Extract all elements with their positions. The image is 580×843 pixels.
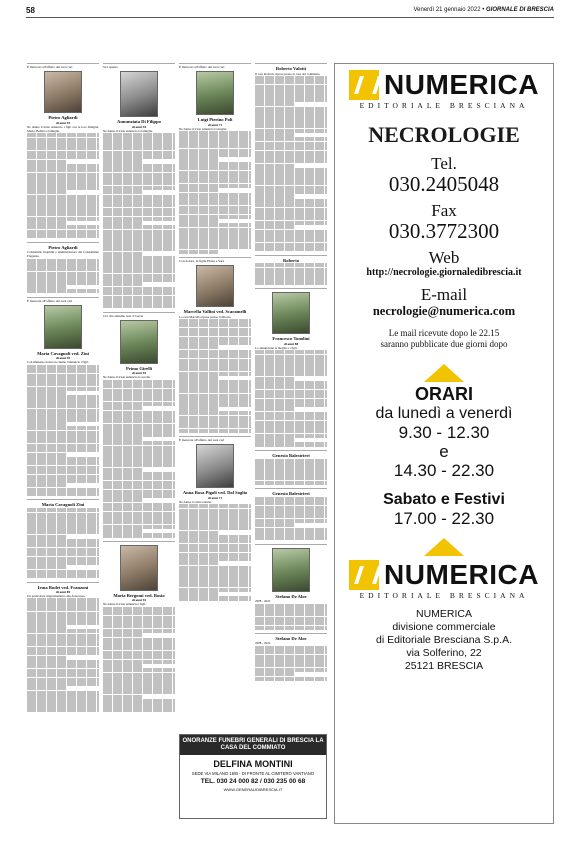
funeral-home-website: WWW.GENERALIDIBRESCIA.IT bbox=[223, 787, 283, 792]
deceased-photo bbox=[44, 305, 82, 349]
funeral-home-header: ONORANZE FUNEBRI GENERALI DI BRESCIA LA CASA DEL COMMIATO bbox=[180, 735, 326, 755]
deceased-photo bbox=[120, 320, 158, 364]
notice-text: Con immenso dolore ne danno l'annuncio i figli. bbox=[27, 360, 89, 365]
weekend-label: Sabato e Festivi bbox=[383, 491, 505, 508]
deceased-name: Irma Bodei ved. Franzoni bbox=[37, 584, 89, 590]
obituary-notice bbox=[27, 297, 99, 500]
notice-lead: Ciò che amiamo non ci lascia bbox=[103, 313, 144, 318]
text-line bbox=[255, 247, 327, 251]
deceased-name: Stefano De Aloe bbox=[275, 635, 307, 641]
page-dateline: Venerdì 21 gennaio 2022 • GIORNALE DI BRESCIA bbox=[413, 7, 554, 13]
notice-text: Ne danno il triste annuncio la moglie. bbox=[179, 126, 228, 131]
page-header bbox=[26, 4, 554, 18]
deceased-photo bbox=[120, 71, 158, 117]
footer-line-3: di Editoriale Bresciana S.p.A. bbox=[376, 634, 512, 646]
deceased-name: Maria Bergomi ved. Bosio bbox=[113, 592, 165, 598]
obituary-notice bbox=[255, 255, 327, 289]
mail-note-line-1: Le mail ricevute dopo le 22.15 bbox=[388, 328, 500, 338]
deceased-age: di anni 71 bbox=[207, 495, 223, 500]
text-line bbox=[103, 708, 175, 712]
numerica-subtitle: EDITORIALE BRESCIANA bbox=[359, 101, 529, 110]
deceased-name: Genesio Balestrieri bbox=[272, 452, 310, 458]
tel-label: Tel. bbox=[431, 154, 457, 173]
deceased-name: Genesio Balestrieri bbox=[272, 490, 310, 496]
text-line bbox=[27, 492, 99, 496]
obituary-notice bbox=[103, 63, 175, 312]
hours-title: ORARI bbox=[415, 384, 473, 404]
weekday-hours-afternoon: 14.30 - 22.30 bbox=[393, 461, 495, 480]
numerica-brand-bottom: NUMERICA bbox=[384, 559, 539, 590]
obituary-notice bbox=[255, 288, 327, 450]
notice-text: 2008 - 2022 bbox=[255, 599, 271, 604]
email-label: E-mail bbox=[420, 285, 468, 304]
text-line bbox=[179, 429, 251, 433]
text-line bbox=[179, 596, 251, 600]
deceased-age: di anni 89 bbox=[55, 590, 71, 594]
deceased-photo bbox=[196, 265, 234, 307]
notice-text: Ne danno il triste annuncio i figli. bbox=[103, 602, 147, 607]
obituary-notice bbox=[255, 633, 327, 684]
obituary-column-3 bbox=[179, 63, 251, 731]
notice-text: Ne danno il triste annuncio i figli con le loro famiglie, Maria, Bettina e famiglie. bbox=[27, 124, 99, 133]
notice-text: Ne danno la triste notizia. bbox=[179, 499, 212, 504]
numerica-footer bbox=[335, 608, 553, 673]
weekend-hours: 17.00 - 22.30 bbox=[393, 509, 495, 528]
deceased-age: di anni 92 bbox=[55, 120, 71, 125]
necrologie-title: NECROLOGIE bbox=[368, 122, 520, 147]
deceased-age: di anni 92 bbox=[131, 598, 147, 603]
notice-text: Un particolare ringraziamento alla dottoressa. bbox=[27, 594, 86, 599]
obituary-notice bbox=[179, 436, 251, 604]
deceased-name: Roberto bbox=[282, 257, 300, 263]
funeral-home-address: SEDE VIA MILANO 16/B - DI FRONTE AL CIMITERO VANTIANO bbox=[191, 771, 315, 776]
text-line bbox=[255, 281, 327, 285]
page-date: Venerdì 21 gennaio 2022 bbox=[413, 7, 481, 13]
notice-lead: Si è spenta bbox=[103, 65, 118, 69]
obituary-column-2 bbox=[103, 63, 175, 823]
notice-text: La cara Marcella riposa presso l'obitorio. bbox=[179, 314, 232, 319]
deceased-photo bbox=[44, 71, 82, 113]
deceased-name: Annunziata Di Filippo bbox=[117, 119, 161, 125]
weekday-hours-morning: 9.30 - 12.30 bbox=[398, 423, 490, 442]
necrologie-info-panel bbox=[334, 63, 554, 824]
deceased-age: di anni 95 bbox=[55, 356, 71, 361]
deceased-name: Francesco Tonolini bbox=[272, 336, 310, 342]
text-line bbox=[27, 289, 99, 293]
text-line bbox=[27, 574, 99, 578]
notice-lead: È mancato all'affetto dei suoi cari bbox=[27, 65, 73, 69]
deceased-age: di anni 71 bbox=[207, 122, 223, 127]
hours-conjunction: e bbox=[439, 442, 449, 461]
deceased-name: Anna Rosa Pigoli ved. Dal Soglio bbox=[182, 490, 248, 496]
deceased-name: Maria Cavagnoli Zini bbox=[41, 502, 85, 508]
numerica-logo-icon-bottom bbox=[349, 560, 379, 590]
mail-note-line-2: saranno pubblicate due giorni dopo bbox=[380, 339, 508, 349]
notice-text: Lo annunciano la moglie e i figli. bbox=[255, 345, 298, 350]
text-line bbox=[27, 708, 99, 712]
obituary-notice bbox=[179, 63, 251, 257]
funeral-home-ad bbox=[179, 734, 327, 819]
web-link[interactable]: http://necrologie.giornaledibrescia.it bbox=[366, 267, 522, 278]
notice-text: Condomini, Inquilini e amministratore del Condominio Eleganza. bbox=[27, 250, 99, 259]
tel-number[interactable]: 030.2405048 bbox=[388, 172, 500, 196]
funeral-home-phone: TEL. 030 24 000 82 / 030 235 00 68 bbox=[200, 778, 306, 785]
numerica-subtitle-bottom: EDITORIALE BRESCIANA bbox=[359, 591, 529, 600]
obituary-notice bbox=[103, 312, 175, 541]
deceased-name: Luigi Pierino Poli bbox=[197, 117, 233, 123]
numerica-logo-icon bbox=[349, 70, 379, 100]
deceased-age: di anni 94 bbox=[131, 124, 147, 129]
weekdays-label: da lunedì a venerdì bbox=[375, 405, 513, 422]
deceased-name: Stefano De Aloe bbox=[275, 593, 307, 599]
mail-note bbox=[335, 328, 553, 350]
text-line bbox=[103, 533, 175, 537]
deceased-name: Primo Girelli bbox=[125, 365, 153, 371]
fax-number: 030.3772300 bbox=[388, 219, 500, 243]
deceased-name: Pietro Agliardi bbox=[48, 115, 78, 121]
numerica-logo-bottom bbox=[335, 560, 553, 590]
numerica-brand: NUMERICA bbox=[384, 69, 539, 100]
deceased-photo bbox=[196, 71, 234, 115]
deceased-name: Maria Cavagnoli ved. Zini bbox=[37, 350, 89, 356]
obituary-notice bbox=[103, 541, 175, 715]
notice-lead: È mancata all'affetto dei suoi cari bbox=[27, 298, 73, 303]
notice-lead: Con dolore, le figlie Elena e Sara bbox=[179, 259, 225, 264]
deceased-photo bbox=[120, 545, 158, 591]
text-line bbox=[255, 677, 327, 681]
obituary-notice bbox=[27, 242, 99, 297]
notice-lead: È mancato all'affetto dei suoi cari bbox=[179, 65, 225, 69]
deceased-name: Marcella Vallini ved. Scaramelli bbox=[183, 309, 247, 315]
triangle-icon-2 bbox=[424, 538, 464, 556]
notice-text: Ne danno il triste annuncio la famiglia. bbox=[103, 128, 153, 133]
obituary-column-4 bbox=[255, 63, 327, 823]
deceased-photo bbox=[272, 548, 310, 592]
notice-text: Ne danno il triste annuncio le sorelle. bbox=[103, 375, 151, 380]
triangle-icon bbox=[424, 364, 464, 382]
obituary-column-1 bbox=[27, 63, 99, 823]
obituary-notice bbox=[255, 488, 327, 544]
page-number: 58 bbox=[26, 6, 35, 15]
text-line bbox=[255, 442, 327, 446]
notice-text: Il caro Roberto riposa presso la casa del commiato. bbox=[255, 71, 321, 76]
footer-line-2: divisione commerciale bbox=[392, 621, 496, 633]
text-line bbox=[179, 250, 219, 254]
deceased-name: Roberto Valotti bbox=[275, 66, 307, 71]
deceased-photo bbox=[272, 292, 310, 334]
web-label: Web bbox=[428, 248, 460, 267]
notice-text: 2008 - 2022 bbox=[255, 641, 271, 646]
deceased-photo bbox=[196, 444, 234, 488]
obituary-notice bbox=[27, 582, 99, 716]
text-line bbox=[255, 536, 327, 540]
obituary-notice bbox=[255, 450, 327, 488]
numerica-logo bbox=[335, 70, 553, 100]
newspaper-name: GIORNALE DI BRESCIA bbox=[485, 7, 554, 13]
obituary-notice bbox=[255, 63, 327, 255]
obituary-notice bbox=[27, 63, 99, 242]
deceased-age: di anni 93 bbox=[131, 371, 147, 376]
notice-lead: È mancata all'affetto dei suoi cari bbox=[179, 438, 225, 443]
footer-line-1: NUMERICA bbox=[415, 608, 472, 620]
text-line bbox=[103, 304, 175, 308]
text-line bbox=[27, 234, 99, 238]
deceased-name: Pietro Agliardi bbox=[48, 244, 78, 250]
funeral-home-brand: DELFINA MONTINI bbox=[213, 759, 293, 769]
text-line bbox=[255, 481, 327, 485]
fax-label: Fax bbox=[431, 201, 457, 220]
email-link[interactable]: necrologie@numerica.com bbox=[372, 304, 516, 318]
obituary-notice bbox=[27, 499, 99, 581]
deceased-age: di anni 88 bbox=[283, 341, 299, 346]
footer-line-5: 25121 BRESCIA bbox=[404, 660, 484, 672]
text-line bbox=[255, 626, 327, 630]
footer-line-4: via Solferino, 22 bbox=[406, 647, 482, 659]
obituary-notice bbox=[255, 544, 327, 633]
obituary-notice bbox=[179, 257, 251, 436]
